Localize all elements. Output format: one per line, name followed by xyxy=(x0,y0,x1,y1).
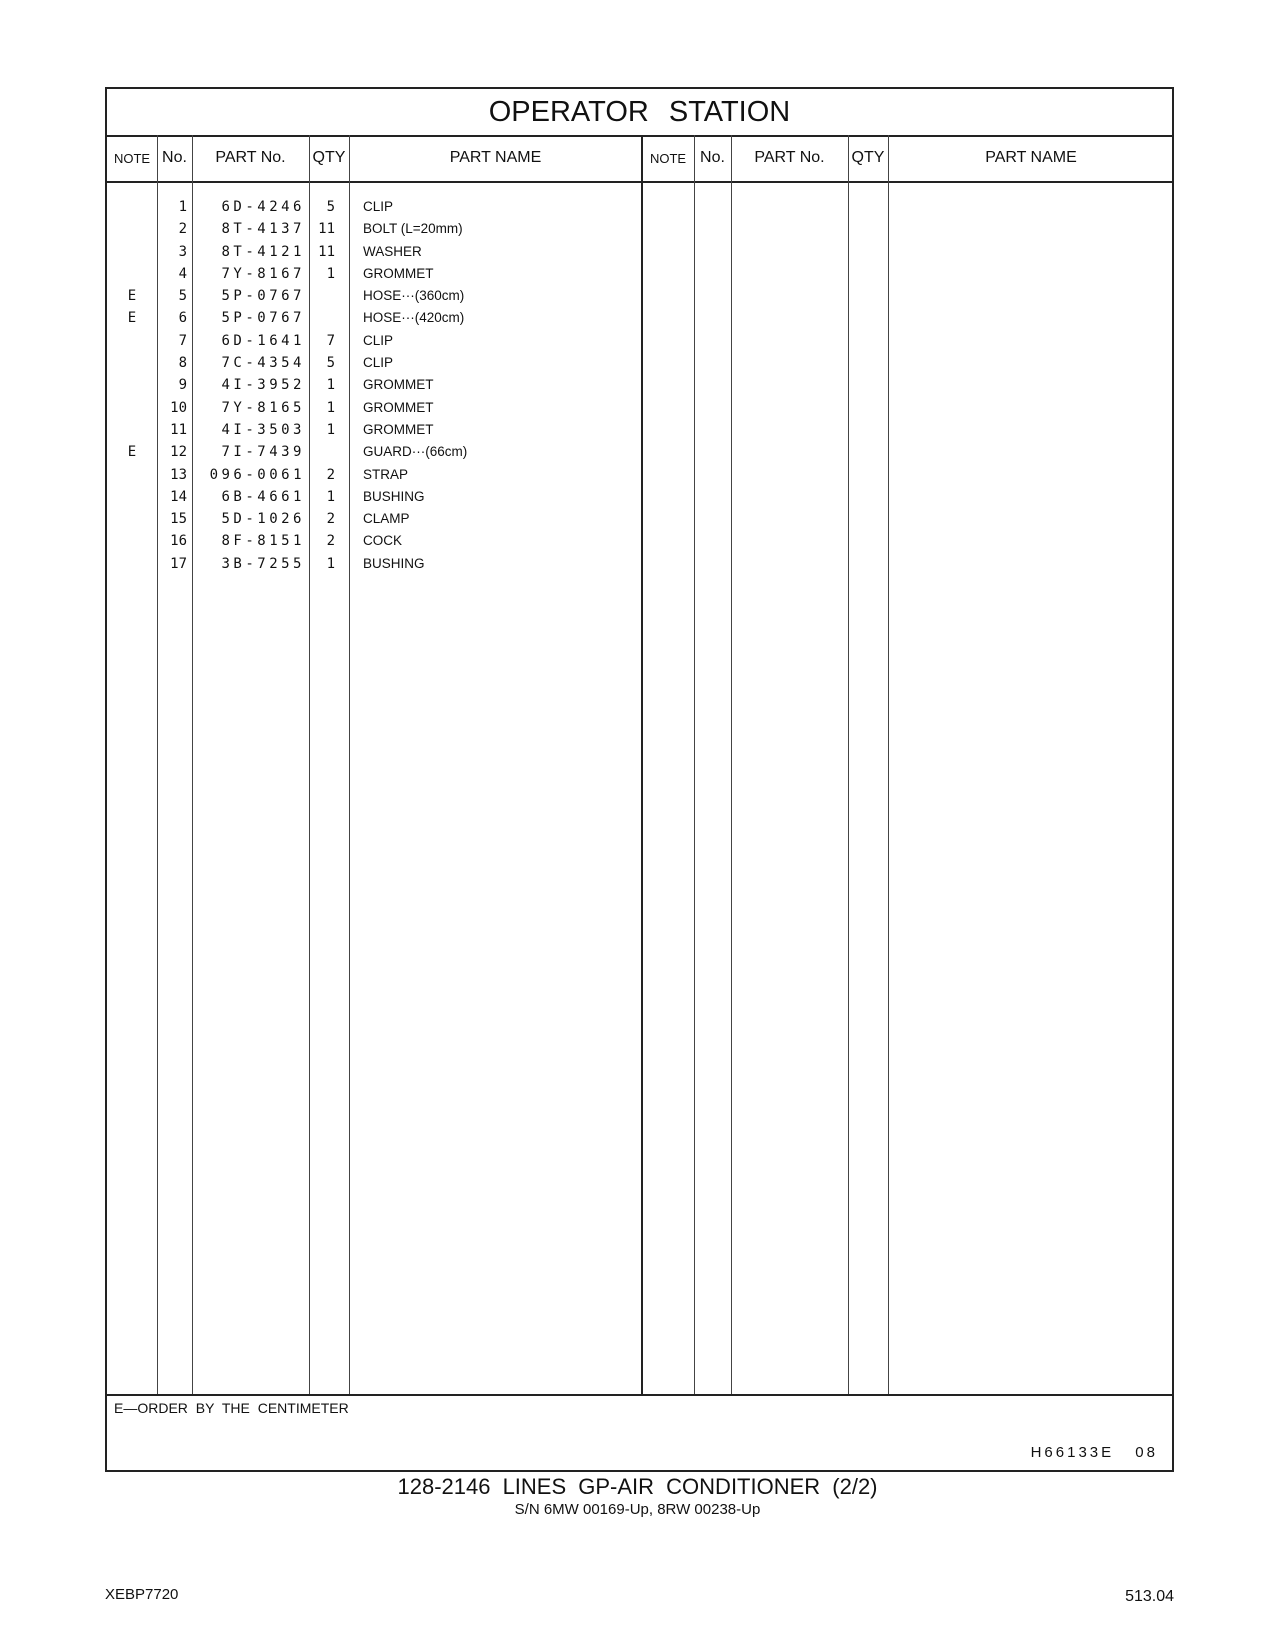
part-number: 7C-4354 xyxy=(221,355,305,372)
quantity: 5 xyxy=(326,355,335,372)
part-name: CLIP xyxy=(363,332,394,348)
header-divider xyxy=(107,181,1172,183)
part-name: GROMMET xyxy=(363,399,434,415)
part-name: WASHER xyxy=(363,243,422,259)
part-number: 7I-7439 xyxy=(221,444,305,461)
item-number: 13 xyxy=(170,466,187,483)
part-number: 8F-8151 xyxy=(221,533,305,550)
part-number: 7Y-8167 xyxy=(221,265,305,282)
part-number: 8T-4121 xyxy=(221,243,305,260)
part-number: 3B-7255 xyxy=(221,555,305,572)
table-row xyxy=(107,196,642,218)
item-number: 14 xyxy=(170,488,187,505)
header-no-right: No. xyxy=(700,149,725,166)
parts-list xyxy=(107,196,642,575)
part-name: GUARD···(66cm) xyxy=(363,444,468,460)
part-name: CLIP xyxy=(363,199,394,214)
parts-table-frame xyxy=(105,87,1174,1472)
quantity: 1 xyxy=(326,377,335,394)
part-name: CLIP xyxy=(363,355,394,371)
item-number: 6 xyxy=(178,310,187,327)
table-row xyxy=(107,530,642,552)
quantity: 11 xyxy=(318,221,335,238)
item-number: 4 xyxy=(178,265,187,282)
part-name: STRAP xyxy=(363,466,409,482)
item-number: 1 xyxy=(178,199,187,215)
page-number: 513.04 xyxy=(1125,1588,1174,1605)
part-number: 6B-4661 xyxy=(221,488,305,505)
quantity: 1 xyxy=(326,421,335,438)
part-name: COCK xyxy=(363,533,403,549)
table-row xyxy=(107,553,642,575)
part-name: BUSHING xyxy=(363,488,425,504)
header-qty-left: QTY xyxy=(312,149,346,166)
table-row xyxy=(107,307,642,329)
part-number: 5P-0767 xyxy=(221,288,305,305)
table-row xyxy=(107,352,642,374)
item-number: 8 xyxy=(178,355,187,372)
table-row xyxy=(107,419,642,441)
item-number: 16 xyxy=(170,533,187,550)
part-number: 6D-4246 xyxy=(221,199,305,215)
table-row xyxy=(107,285,642,307)
part-number: 7Y-8165 xyxy=(221,399,305,416)
item-number: 5 xyxy=(178,288,187,305)
part-number: 4I-3503 xyxy=(221,421,305,438)
quantity: 2 xyxy=(326,466,335,483)
quantity: 2 xyxy=(326,533,335,550)
item-number: 10 xyxy=(170,399,187,416)
quantity: 1 xyxy=(326,555,335,572)
part-name: CLAMP xyxy=(363,511,410,527)
part-number: 6D-1641 xyxy=(221,332,305,349)
table-row xyxy=(107,263,642,285)
part-number: 4I-3952 xyxy=(221,377,305,394)
table-row xyxy=(107,397,642,419)
footer-divider xyxy=(107,1394,1172,1396)
quantity: 1 xyxy=(326,265,335,282)
part-number: 5D-1026 xyxy=(221,511,305,528)
item-number: 15 xyxy=(170,511,187,528)
table-row xyxy=(107,218,642,240)
part-name: BUSHING xyxy=(363,555,425,571)
quantity: 7 xyxy=(326,332,335,349)
group-caption: 128-2146 LINES GP-AIR CONDITIONER (2/2) xyxy=(397,1474,878,1499)
item-number: 11 xyxy=(170,421,187,438)
section-title: OPERATOR STATION xyxy=(107,89,1172,137)
table-row xyxy=(107,464,642,486)
quantity: 11 xyxy=(318,243,335,260)
column-divider xyxy=(848,135,849,1394)
part-number: 8T-4137 xyxy=(221,221,305,238)
item-number: 7 xyxy=(178,332,187,349)
reference-code: H66133E 08 xyxy=(1030,1444,1158,1461)
footer-note: E—ORDER BY THE CENTIMETER xyxy=(114,1400,349,1416)
column-divider xyxy=(888,135,889,1394)
header-part-no-left: PART No. xyxy=(215,149,286,166)
header-note-left: NOTE xyxy=(113,150,151,166)
item-number: 2 xyxy=(178,221,187,238)
part-name: HOSE···(420cm) xyxy=(363,310,465,326)
header-no-left: No. xyxy=(162,149,187,166)
serial-range: S/N 6MW 00169-Up, 8RW 00238-Up xyxy=(514,1501,761,1518)
part-name: HOSE···(360cm) xyxy=(363,288,465,304)
table-row xyxy=(107,374,642,396)
item-number: 3 xyxy=(178,243,187,260)
table-row xyxy=(107,330,642,352)
part-number: 096-0061 xyxy=(209,466,305,483)
item-number: 9 xyxy=(178,377,187,394)
header-note-right: NOTE xyxy=(649,150,687,166)
quantity: 1 xyxy=(326,399,335,416)
header-qty-right: QTY xyxy=(851,149,885,166)
part-name: BOLT (L=20mm) xyxy=(363,221,463,237)
column-divider xyxy=(694,135,695,1394)
item-number: 12 xyxy=(170,444,187,461)
note-cell: E xyxy=(127,310,137,327)
quantity: 5 xyxy=(326,199,335,215)
quantity: 1 xyxy=(326,488,335,505)
header-part-name-right: PART NAME xyxy=(985,149,1077,166)
part-name: GROMMET xyxy=(363,265,434,281)
part-number: 5P-0767 xyxy=(221,310,305,327)
header-part-name-left: PART NAME xyxy=(449,149,542,166)
column-divider xyxy=(731,135,732,1394)
header-part-no-right: PART No. xyxy=(754,149,825,166)
table-row xyxy=(107,241,642,263)
table-row xyxy=(107,486,642,508)
note-cell: E xyxy=(127,444,137,461)
table-row xyxy=(107,441,642,463)
quantity: 2 xyxy=(326,511,335,528)
table-row xyxy=(107,508,642,530)
part-name: GROMMET xyxy=(363,421,434,437)
note-cell: E xyxy=(127,288,137,305)
part-name: GROMMET xyxy=(363,377,434,393)
item-number: 17 xyxy=(170,555,187,572)
document-id: XEBP7720 xyxy=(105,1586,179,1603)
